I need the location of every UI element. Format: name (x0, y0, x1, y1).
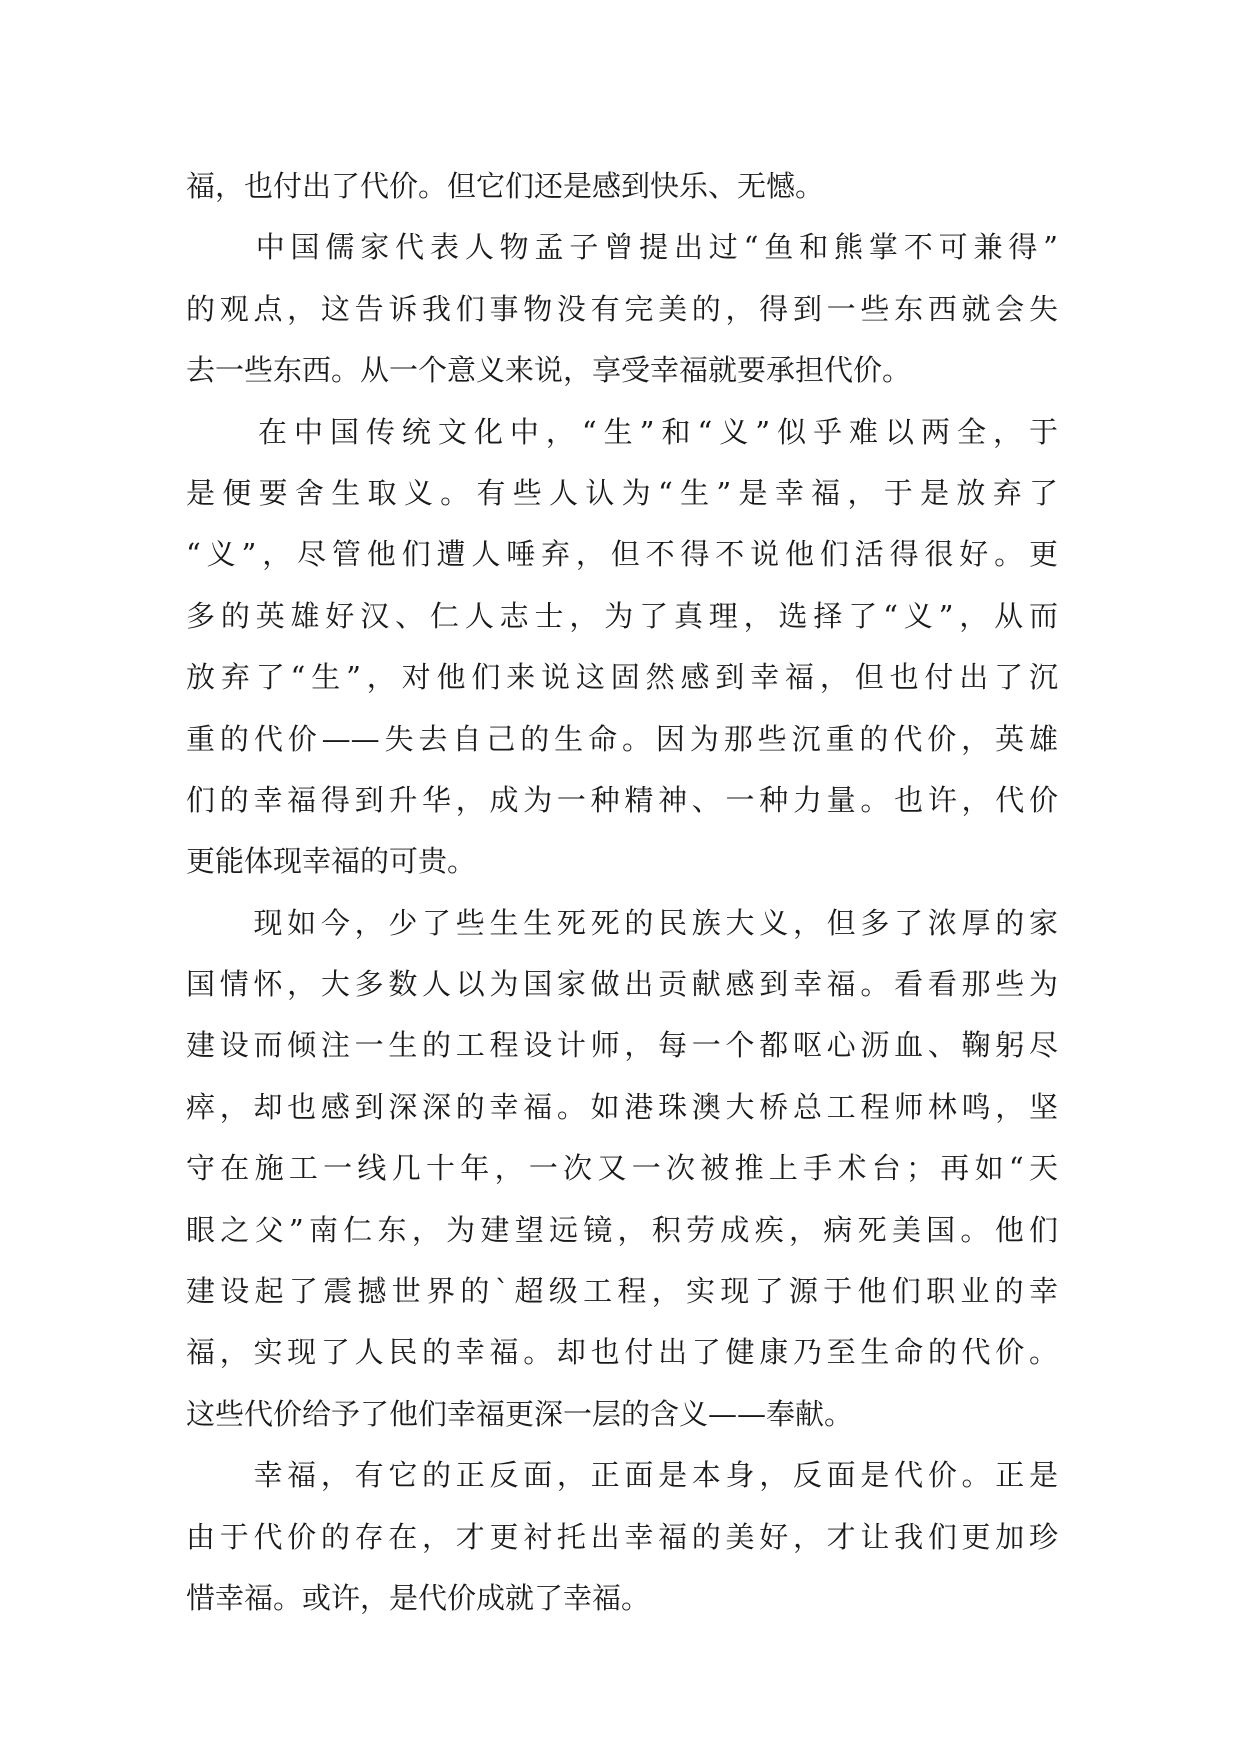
text-line: 建设而倾注一生的工程设计师，每一个都呕心沥血、鞠躬尽 (186, 1028, 1058, 1063)
text-line: 更能体现幸福的可贵。 (186, 844, 477, 879)
text-line: 去一些东西。从一个意义来说，享受幸福就要承担代价。 (186, 353, 912, 388)
text-line: 眼之父”南仁东，为建望远镜，积劳成疾，病死美国。他们 (186, 1212, 1058, 1247)
text-line: 放弃了“生”，对他们来说这固然感到幸福，但也付出了沉 (186, 660, 1058, 695)
text-line: 由于代价的存在，才更衬托出幸福的美好，才让我们更加珍 (186, 1519, 1058, 1554)
text-line: 建设起了震撼世界的`超级工程，实现了源于他们职业的幸 (186, 1274, 1058, 1309)
text-line: 现如今，少了些生生死死的民族大义，但多了浓厚的家 (186, 905, 1058, 940)
text-line: 瘁，却也感到深深的幸福。如港珠澳大桥总工程师林鸣，坚 (186, 1089, 1058, 1124)
text-line: 这些代价给予了他们幸福更深一层的含义——奉献。 (186, 1396, 854, 1431)
text-line: 们的幸福得到升华，成为一种精神、一种力量。也许，代价 (186, 782, 1058, 817)
text-line: 多的英雄好汉、仁人志士，为了真理，选择了“义”，从而 (186, 598, 1058, 633)
text-line: 在中国传统文化中，“生”和“义”似乎难以两全，于 (186, 414, 1058, 449)
text-line: 中国儒家代表人物孟子曾提出过“鱼和熊掌不可兼得” (186, 230, 1058, 265)
text-line: 惜幸福。或许，是代价成就了幸福。 (186, 1580, 651, 1615)
text-line: 幸福，有它的正反面，正面是本身，反面是代价。正是 (186, 1458, 1058, 1493)
text-line: 重的代价——失去自己的生命。因为那些沉重的代价，英雄 (186, 721, 1058, 756)
text-line: “义”，尽管他们遭人唾弃，但不得不说他们活得很好。更 (186, 537, 1058, 572)
essay-body (186, 156, 1058, 1629)
text-line: 是便要舍生取义。有些人认为“生”是幸福，于是放弃了 (186, 475, 1058, 510)
text-line: 福，实现了人民的幸福。却也付出了健康乃至生命的代价。 (186, 1335, 1058, 1370)
text-line: 的观点，这告诉我们事物没有完美的，得到一些东西就会失 (186, 291, 1058, 326)
text-line: 国情怀，大多数人以为国家做出贡献感到幸福。看看那些为 (186, 967, 1058, 1002)
text-line: 福，也付出了代价。但它们还是感到快乐、无憾。 (186, 169, 825, 203)
text-line: 守在施工一线几十年，一次又一次被推上手术台；再如“天 (186, 1151, 1058, 1186)
